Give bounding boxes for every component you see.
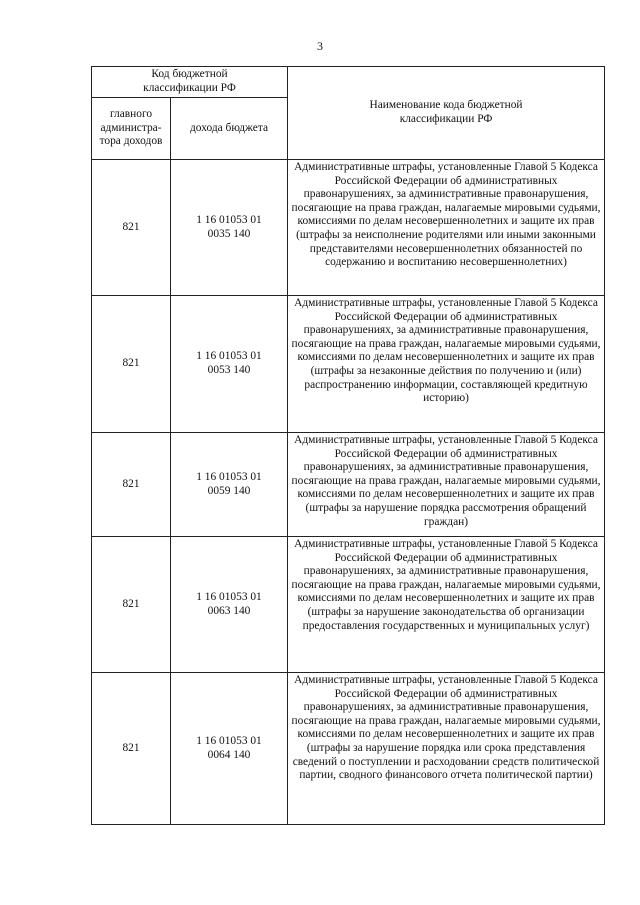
budget-classification-table: [91, 66, 605, 825]
income-code-cell: 1 16 01053 01 0035 140: [171, 160, 288, 296]
table-row: [92, 433, 605, 537]
code-name-cell: Административные штрафы, установленные Главой 5 Кодекса Российской Федерации об административных правонарушениях, за административные правонарушения, посягающие на права граждан, налагаемые мировыми судьями, комиссиями по делам несовершеннолетних и защите их прав (штрафы за нарушение порядка или срока представления сведений о поступлении и расходовании средств политической партии, сводного финансового отчета политической партии): [288, 673, 605, 825]
table-row: [92, 296, 605, 433]
admin-code-cell: 821: [92, 296, 171, 433]
header-income-cell: дохода бюджета: [171, 98, 288, 160]
header-group-cell: Код бюджетной классификации РФ: [92, 67, 288, 98]
income-code-cell: 1 16 01053 01 0063 140: [171, 537, 288, 673]
header-row-group: [92, 67, 605, 98]
code-name-cell: Административные штрафы, установленные Главой 5 Кодекса Российской Федерации об административных правонарушениях, за административные правонарушения, посягающие на права граждан, налагаемые мировыми судьями, комиссиями по делам несовершеннолетних и защите их прав (штрафы за незаконные действия по получению и (или) распространению информации, составляющей кредитную историю): [288, 296, 605, 433]
page-number: 3: [317, 39, 323, 53]
table-row: [92, 537, 605, 673]
table-row: [92, 160, 605, 296]
income-code-cell: 1 16 01053 01 0064 140: [171, 673, 288, 825]
code-name-cell: Административные штрафы, установленные Главой 5 Кодекса Российской Федерации об административных правонарушениях, за административные правонарушения, посягающие на права граждан, налагаемые мировыми судьями, комиссиями по делам несовершеннолетних и защите их прав (штрафы за нарушение законодательства об организации предоставления государственных и муниципальных услуг): [288, 537, 605, 673]
header-name-cell: Наименование кода бюджетной классификации РФ: [288, 67, 605, 160]
income-code-cell: 1 16 01053 01 0053 140: [171, 296, 288, 433]
table-row: [92, 673, 605, 825]
admin-code-cell: 821: [92, 160, 171, 296]
admin-code-cell: 821: [92, 673, 171, 825]
admin-code-cell: 821: [92, 537, 171, 673]
header-admin-cell: главного администра-тора доходов: [92, 98, 171, 160]
code-name-cell: Административные штрафы, установленные Главой 5 Кодекса Российской Федерации об административных правонарушениях, за административные правонарушения, посягающие на права граждан, налагаемые мировыми судьями, комиссиями по делам несовершеннолетних и защите их прав (штрафы за неисполнение родителями или иными законными представителями несовершеннолетних обязанностей по содержанию и воспитанию несовершеннолетних): [288, 160, 605, 296]
income-code-cell: 1 16 01053 01 0059 140: [171, 433, 288, 537]
admin-code-cell: 821: [92, 433, 171, 537]
code-name-cell: Административные штрафы, установленные Главой 5 Кодекса Российской Федерации об административных правонарушениях, за административные правонарушения, посягающие на права граждан, налагаемые мировыми судьями, комиссиями по делам несовершеннолетних и защите их прав (штрафы за нарушение порядка рассмотрения обращений граждан): [288, 433, 605, 537]
